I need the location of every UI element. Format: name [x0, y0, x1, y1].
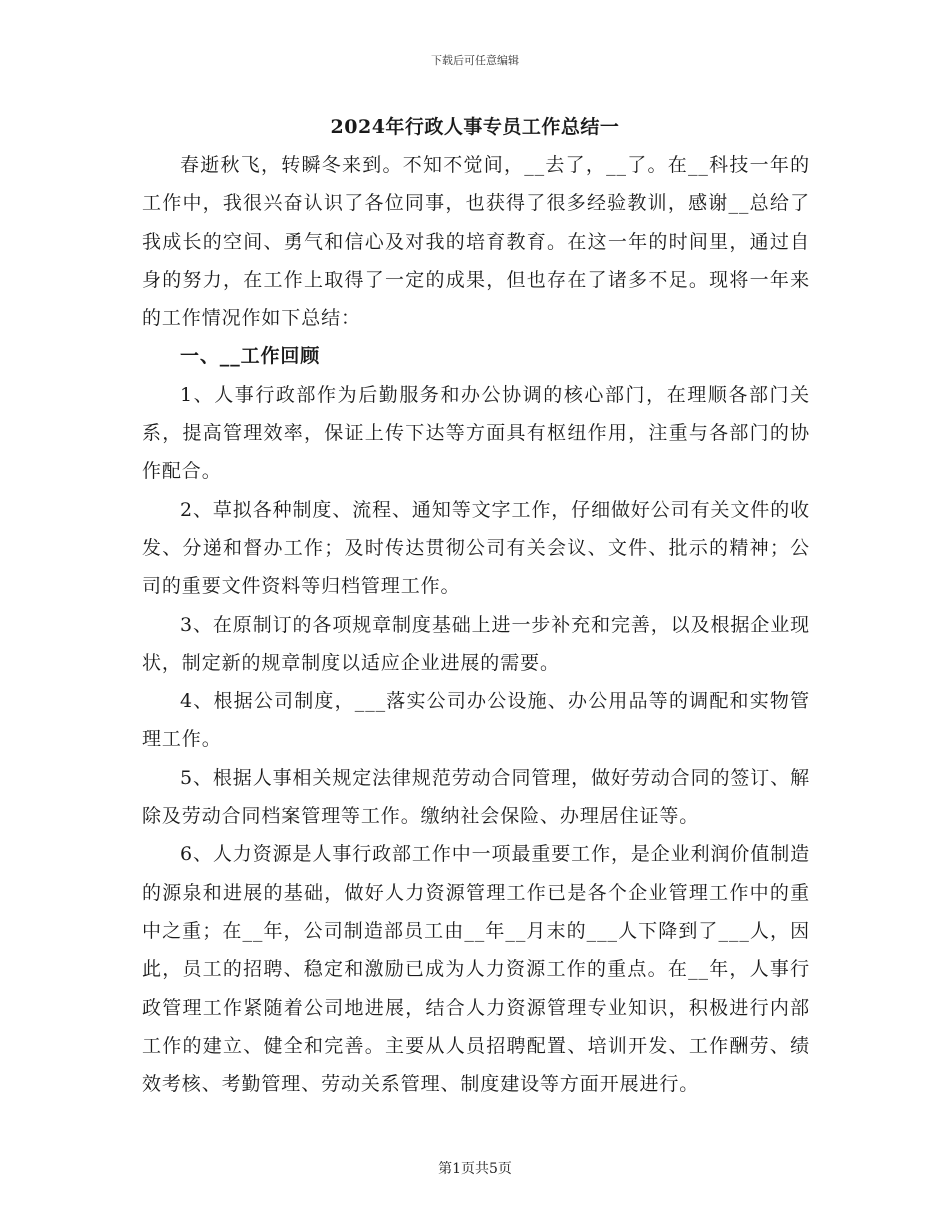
- item-paragraph-6: 6、人力资源是人事行政部工作中一项最重要工作，是企业利润价值制造的源泉和进展的基础，做好人力资源管理工作已是各个企业管理工作中的重中之重；在__年，公司制造部员工由__年__月末的___人下降到了___人，因此，员工的招聘、稳定和激励已成为人力资源工作的重点。在__年，人事行政管理工作紧随着公司地进展，结合人力资源管理专业知识，积极进行内部工作的建立、健全和完善。主要从人员招聘配置、培训开发、工作酬劳、绩效考核、考勤管理、劳动关系管理、制度建设等方面开展进行。: [142, 843, 810, 1096]
- page-number: 第1页共5页: [438, 1161, 512, 1177]
- document-title: 2024年行政人事专员工作总结一: [330, 116, 620, 138]
- intro-paragraph: 春逝秋飞，转瞬冬来到。不知不觉间，__去了，__了。在__科技一年的工作中，我很兴奋认识了各位同事，也获得了很多经验教训，感谢__总给了我成长的空间、勇气和信心及对我的培育教育。在这一年的时间里，通过自身的努力，在工作上取得了一定的成果，但也存在了诸多不足。现将一年来的工作情况作如下总结：: [142, 154, 810, 330]
- item-paragraph-2: 2、草拟各种制度、流程、通知等文字工作，仔细做好公司有关文件的收发、分递和督办工作；及时传达贯彻公司有关会议、文件、批示的精神；公司的重要文件资料等归档管理工作。: [142, 498, 810, 598]
- section-heading: 一、__工作回顾: [180, 345, 321, 368]
- item-paragraph-4: 4、根据公司制度，___落实公司办公设施、办公用品等的调配和实物管理工作。: [142, 690, 810, 751]
- document-body: [142, 146, 810, 1103]
- item-paragraph-3: 3、在原制订的各项规章制度基础上进一步补充和完善，以及根据企业现状，制定新的规章制度以适应企业进展的需要。: [142, 613, 810, 674]
- item-paragraph-5: 5、根据人事相关规定法律规范劳动合同管理，做好劳动合同的签订、解除及劳动合同档案管理等工作。缴纳社会保险、办理居住证等。: [142, 766, 810, 828]
- item-paragraph-1: 1、人事行政部作为后勤服务和办公协调的核心部门，在理顺各部门关系，提高管理效率，保证上传下达等方面具有枢纽作用，注重与各部门的协作配合。: [142, 383, 810, 483]
- header-note: 下载后可任意编辑: [431, 54, 519, 67]
